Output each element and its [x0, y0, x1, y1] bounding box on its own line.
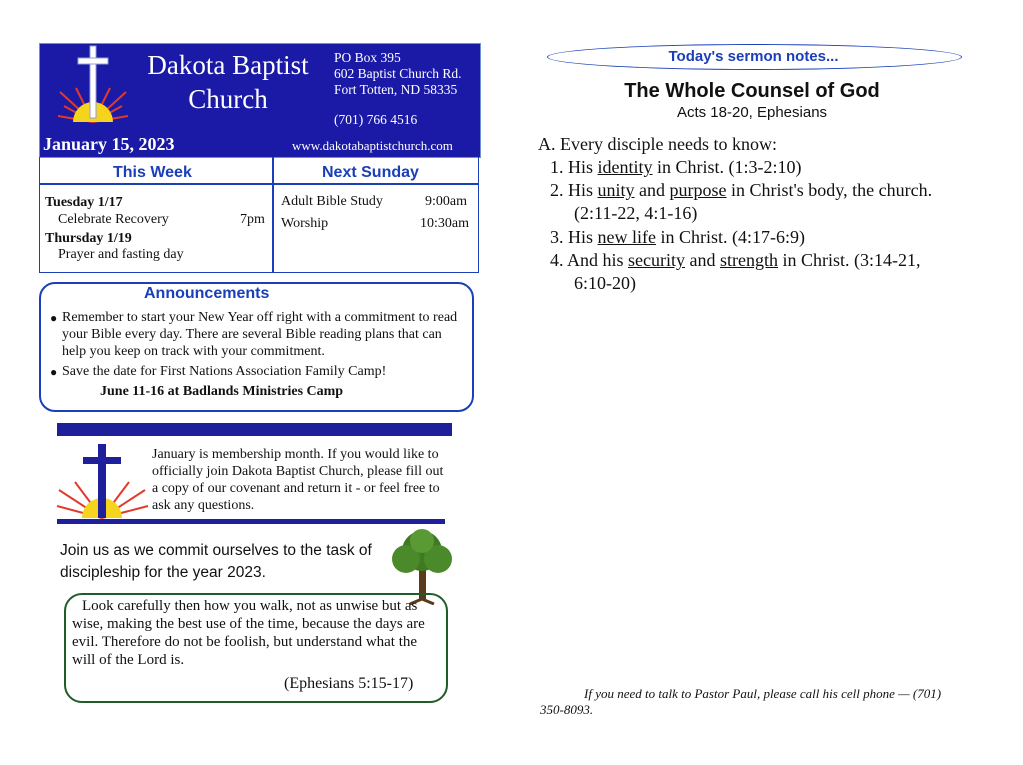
scripture-reference: (Ephesians 5:15-17): [284, 675, 414, 692]
camp-dates: June 11-16 at Badlands Ministries Camp: [100, 384, 344, 399]
scripture-text: Look carefully then how you walk, not as unwise but as wise, making the best use of the time, because the days are evil. Therefore do not be foolish, but understand what the will of the Lord is.: [72, 598, 425, 668]
point-keyword: purpose: [669, 180, 727, 200]
point-text: in Christ. (1:3-2:10): [652, 157, 802, 177]
divider: [39, 183, 479, 185]
divider: [272, 157, 274, 273]
service-time: 9:00am: [425, 194, 467, 209]
event-time: 7pm: [240, 212, 265, 227]
point-number: 4.: [550, 250, 564, 270]
event-name: Celebrate Recovery: [58, 212, 169, 227]
point-text: in Christ's body, the church. (2:11-22, 4:1-16): [574, 180, 933, 223]
service-time: 10:30am: [420, 216, 469, 231]
bullet-icon: ●: [50, 365, 58, 379]
bulletin-date: January 15, 2023: [43, 134, 175, 154]
church-website: www.dakotabaptistchurch.com: [292, 138, 453, 153]
point-text: in Christ. (4:17-6:9): [656, 227, 805, 247]
membership-notice: January is membership month. If you would like to officially join Dakota Baptist Church, please fill out a copy of our covenant and return it - or feel free to ask any questions.: [152, 447, 444, 513]
point-text: and: [685, 250, 721, 270]
point-text: and: [634, 180, 670, 200]
service-name: Adult Bible Study: [281, 194, 383, 209]
point-text: And his: [567, 250, 629, 270]
point-keyword: identity: [597, 157, 653, 177]
sermon-passage: Acts 18-20, Ephesians: [676, 104, 828, 121]
point-number: 3.: [550, 227, 564, 247]
point-text: His: [568, 227, 598, 247]
divider-bar: [57, 423, 452, 436]
next-sunday-heading: Next Sunday: [322, 164, 419, 181]
mailing-address: [334, 50, 462, 98]
point-keyword: new life: [597, 227, 656, 247]
point-number: 2.: [550, 180, 564, 200]
this-week-heading: This Week: [113, 164, 192, 181]
event-day: Tuesday 1/17: [45, 195, 123, 210]
divider-bar: [57, 519, 445, 524]
point-keyword: unity: [597, 180, 635, 200]
discipleship-invitation: Join us as we commit ourselves to the task of discipleship for the year 2023.: [60, 542, 372, 581]
announcements-heading: Announcements: [144, 285, 270, 302]
point-text: in Christ. (3:14-21, 6:10-20): [574, 250, 921, 293]
sermon-title: The Whole Counsel of God: [624, 80, 880, 102]
point-text: His: [568, 157, 598, 177]
point-text: His: [568, 180, 598, 200]
point-keyword: security: [628, 250, 686, 270]
bullet-icon: ●: [50, 311, 58, 325]
address-line: 602 Baptist Church Rd.: [334, 66, 462, 81]
church-phone: (701) 766 4516: [334, 112, 418, 127]
event-day: Thursday 1/19: [45, 231, 132, 246]
sermon-notes-label: Today's sermon notes...: [668, 48, 839, 65]
outline-point: [550, 249, 950, 295]
point-number: 1.: [550, 157, 564, 177]
outline-point: [550, 179, 950, 225]
church-name: Dakota Baptist Church: [147, 50, 309, 114]
announcement-item: Remember to start your New Year off right with a commitment to read your Bible every day. There are several Bible reading plans that can help you keep on track with your commitment.: [62, 310, 458, 359]
address-line: Fort Totten, ND 58335: [334, 82, 458, 97]
service-name: Worship: [281, 216, 329, 231]
outline-heading: A. Every disciple needs to know:: [538, 134, 777, 154]
pastor-contact-note: If you need to talk to Pastor Paul, please call his cell phone — (701) 350-8093.: [540, 686, 942, 717]
outline-point: [550, 156, 950, 179]
cross-sunrise-logo: [58, 44, 128, 126]
cross-sunrise-icon: [55, 442, 150, 520]
outline-point: [550, 226, 950, 249]
announcement-item: Save the date for First Nations Association Family Camp!: [62, 364, 387, 379]
address-line: PO Box 395: [334, 50, 401, 65]
point-keyword: strength: [720, 250, 779, 270]
event-name: Prayer and fasting day: [58, 247, 184, 262]
